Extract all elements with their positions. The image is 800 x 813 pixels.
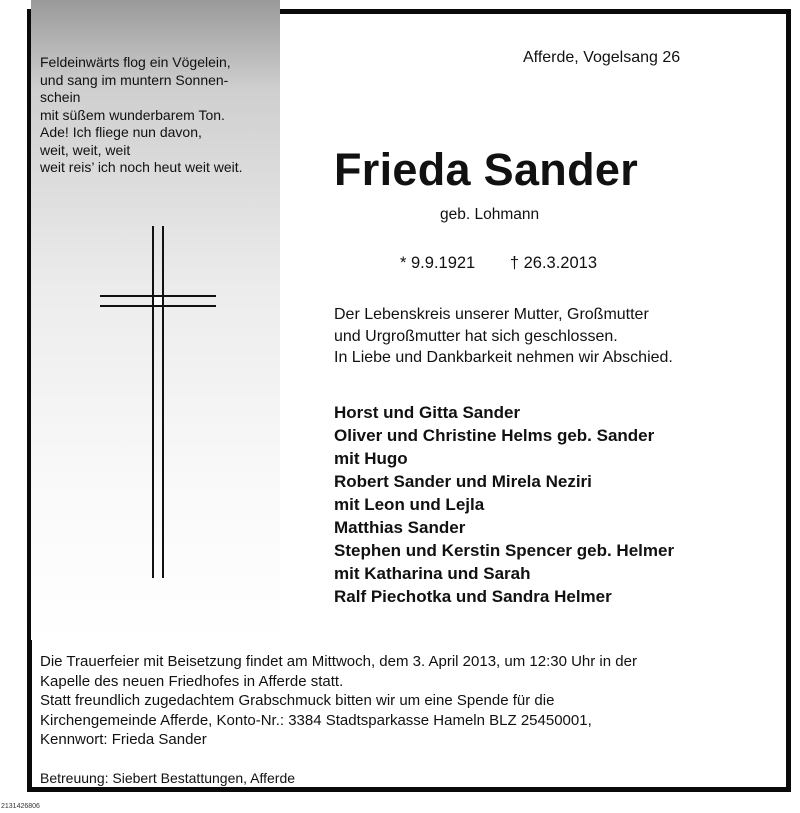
life-dates — [400, 254, 597, 273]
mourner-line: mit Hugo — [334, 449, 408, 468]
mourners-list — [334, 401, 674, 608]
poem-line: schein — [40, 89, 81, 105]
message-line: und Urgroßmutter hat sich geschlossen. — [334, 327, 618, 345]
info-line: Kapelle des neuen Friedhofes in Afferde statt. — [40, 672, 344, 690]
christian-cross-icon — [100, 226, 216, 578]
poem-line: mit süßem wunderbarem Ton. — [40, 106, 225, 123]
mourner-line: Oliver und Christine Helms geb. Sander — [334, 426, 655, 445]
deceased-name: Frieda Sander — [334, 144, 639, 195]
ad-code: 2131426806 — [1, 803, 40, 810]
info-line: Kirchengemeinde Afferde, Konto-Nr.: 3384 Stadtsparkasse Hameln BLZ 25450001, — [40, 711, 592, 729]
poem-line: weit reis’ ich noch heut weit weit. — [40, 159, 243, 175]
mourner-line: mit Leon und Lejla — [334, 495, 485, 514]
poem-line: weit, weit, weit — [40, 141, 131, 158]
poem — [40, 54, 280, 177]
funeral-home: Betreuung: Siebert Bestattungen, Afferde — [40, 770, 296, 786]
mourner-line: mit Katharina und Sarah — [334, 564, 531, 583]
farewell-message — [334, 304, 673, 369]
mourner-line: Horst und Gitta Sander — [334, 403, 521, 422]
funeral-info — [40, 652, 637, 750]
mourner-line: Matthias Sander — [334, 518, 466, 537]
poem-line: Ade! Ich fliege nun davon, — [40, 124, 202, 140]
poem-line: Feldeinwärts flog ein Vögelein, — [40, 54, 231, 70]
mourner-line: Stephen und Kerstin Spencer geb. Helmer — [334, 541, 675, 560]
death-date: † 26.3.2013 — [509, 254, 597, 272]
mourner-line: Ralf Piechotka und Sandra Helmer — [334, 587, 612, 606]
address: Afferde, Vogelsang 26 — [523, 49, 681, 66]
message-line: In Liebe und Dankbarkeit nehmen wir Abschied. — [334, 349, 673, 366]
message-line: Der Lebenskreis unserer Mutter, Großmutter — [334, 306, 649, 323]
birth-date: * 9.9.1921 — [400, 254, 476, 272]
info-line: Statt freundlich zugedachtem Grabschmuck bitten wir um eine Spende für die — [40, 692, 555, 709]
info-line: Kennwort: Frieda Sander — [40, 731, 207, 748]
info-line: Die Trauerfeier mit Beisetzung findet am Mittwoch, dem 3. April 2013, um 12:30 Uhr in der — [40, 653, 637, 670]
birth-name: geb. Lohmann — [440, 206, 540, 223]
poem-line: und sang im muntern Sonnen- — [40, 71, 229, 88]
mourner-line: Robert Sander und Mirela Neziri — [334, 472, 592, 491]
